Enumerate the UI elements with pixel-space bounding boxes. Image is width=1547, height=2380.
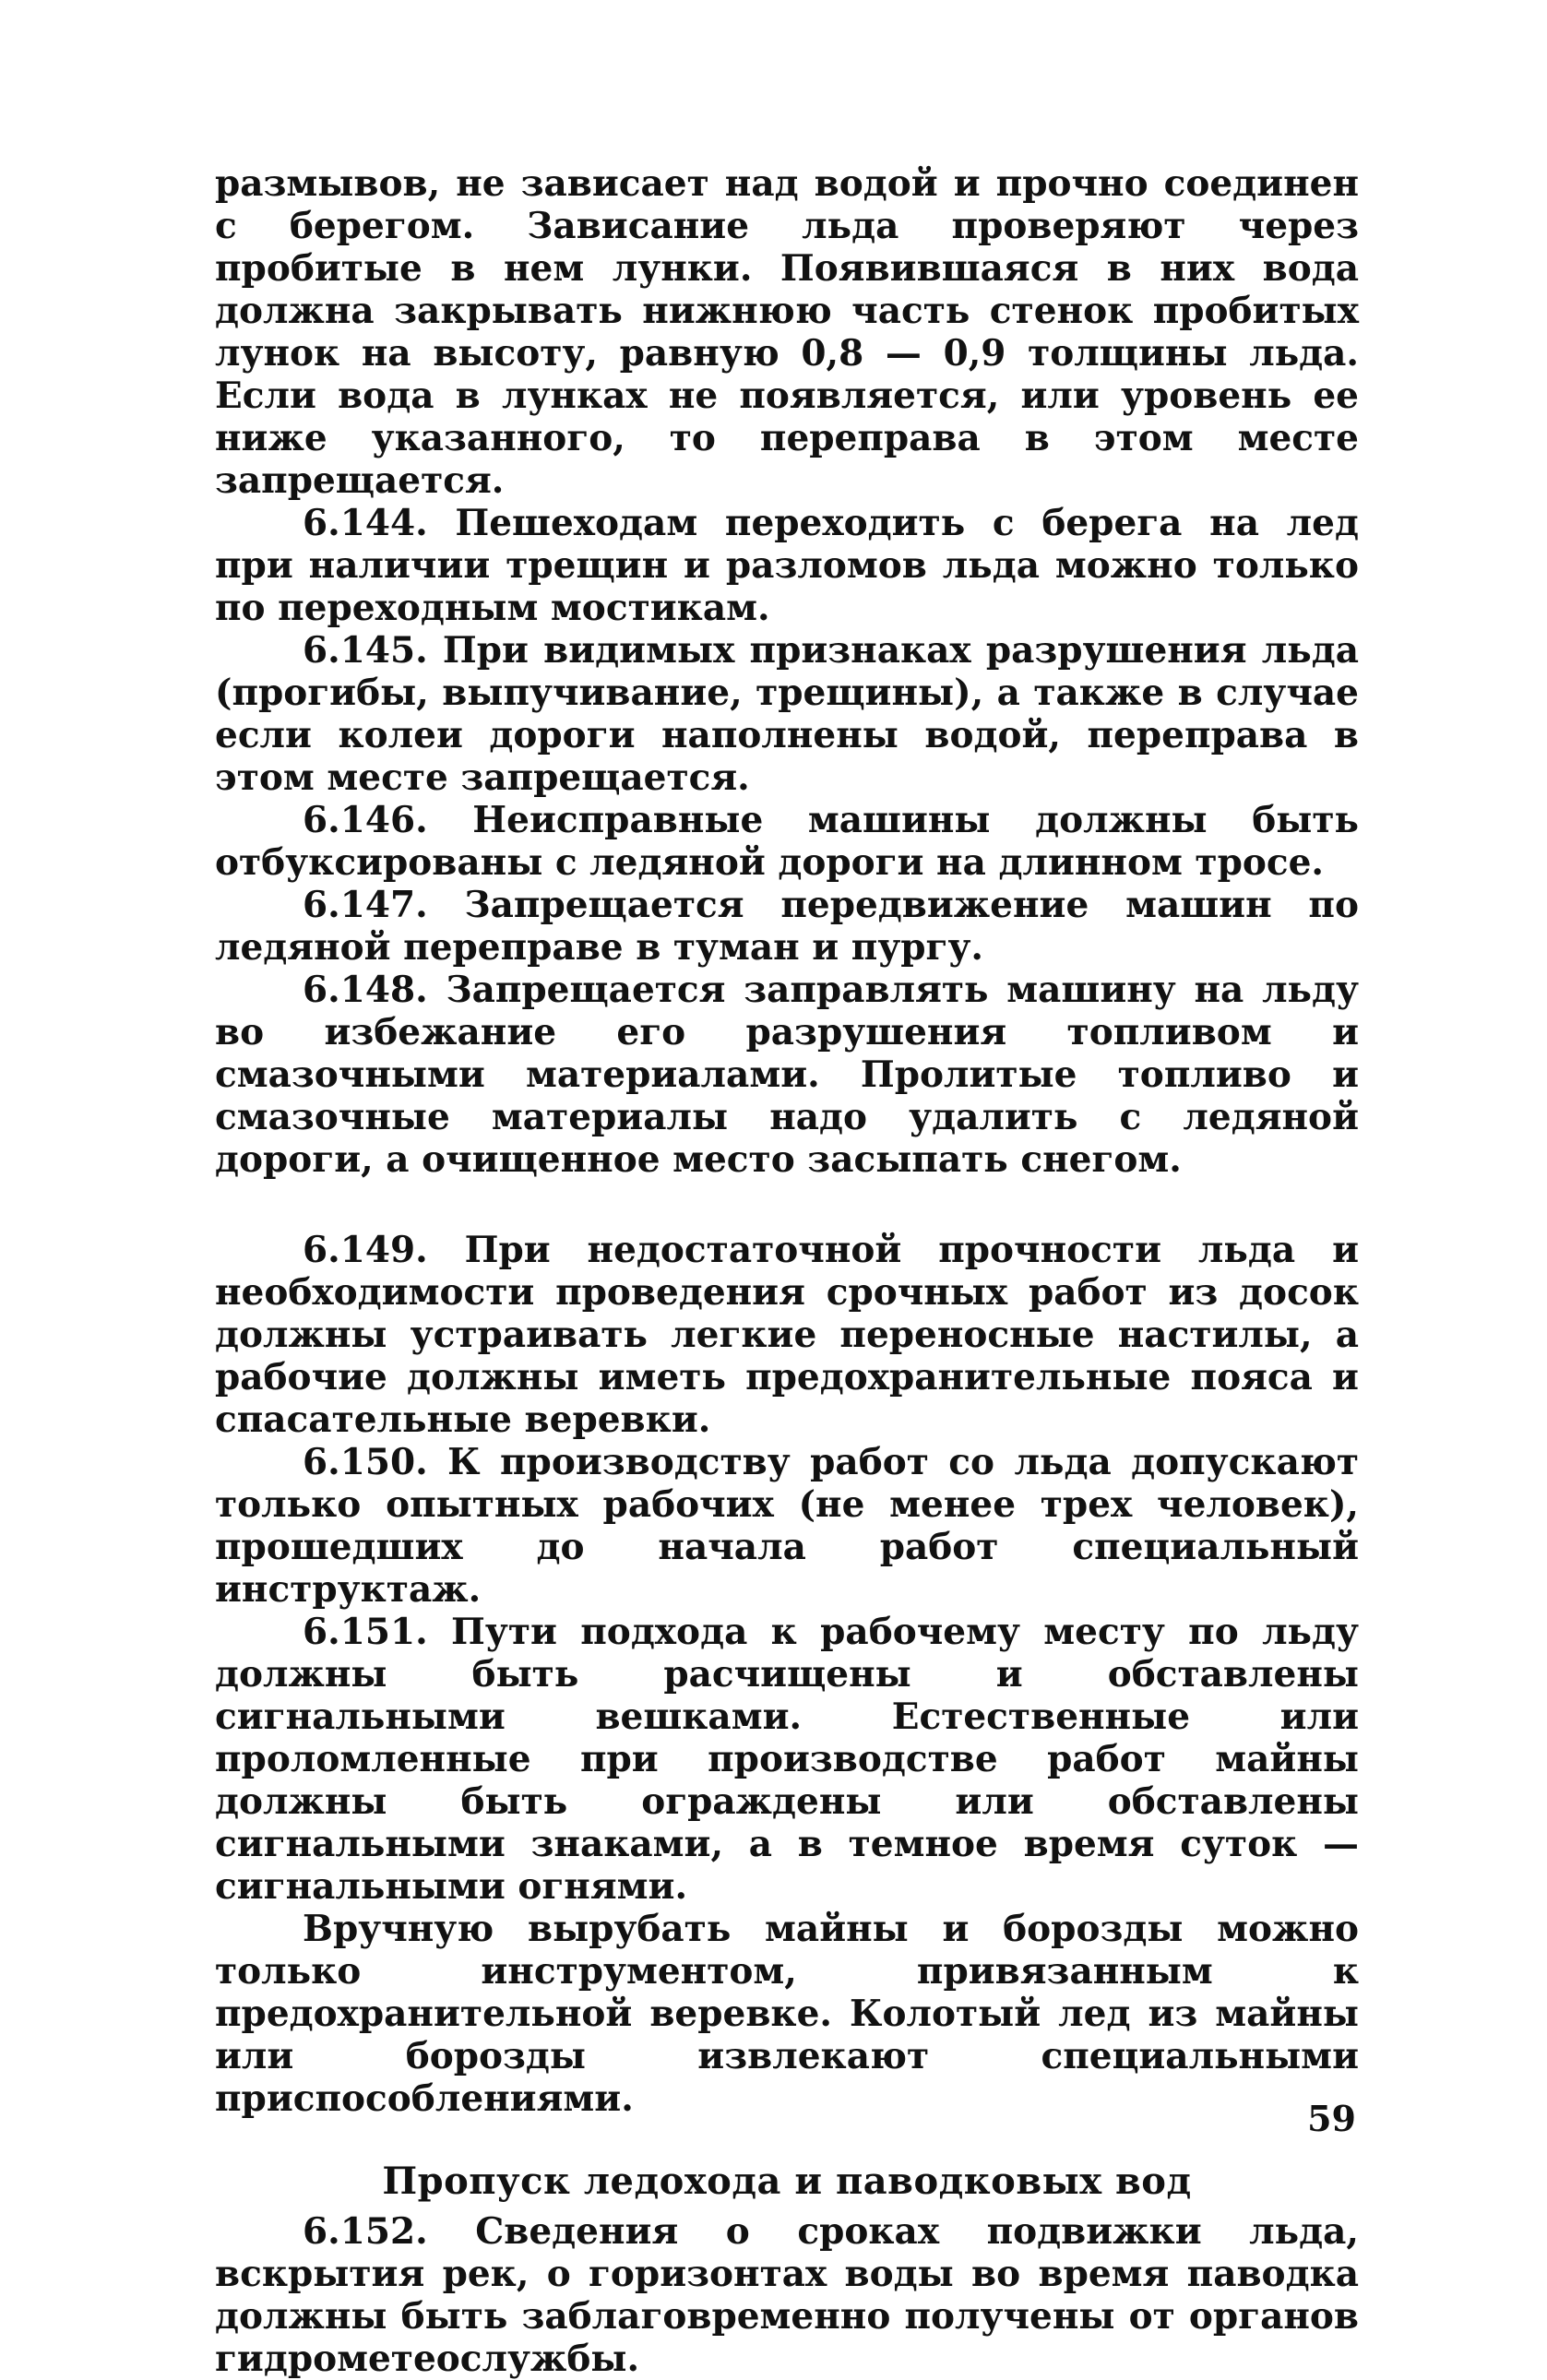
paragraph-6-146: 6.146. Неисправные машины должны быть отбуксированы с ледяной дороги на длинном тросе. bbox=[215, 799, 1359, 884]
paragraph-manual-cutting: Вручную вырубать майны и борозды можно только инструментом, привязанным к предохранительной веревке. Колотый лед из майны или борозды извлекают специальными приспособлениями. bbox=[215, 1908, 1359, 2120]
paragraph-6-152: 6.152. Сведения о сроках подвижки льда, вскрытия рек, о горизонтах воды во время паводка должны быть заблаговременно получены от органов гидрометеослужбы. bbox=[215, 2210, 1359, 2380]
paragraph-6-149: 6.149. При недостаточной прочности льда и необходимости проведения срочных работ из досок должны устраивать легкие переносные настилы, а рабочие должны иметь предохранительные пояса и спасательные веревки. bbox=[215, 1229, 1359, 1441]
paragraph-6-151: 6.151. Пути подхода к рабочему месту по льду должны быть расчищены и обставлены сигнальными вешками. Естественные или проломленные при производстве работ майны должны быть ограждены или обставлены сигнальными знаками, а в темное время суток — сигнальными огнями. bbox=[215, 1611, 1359, 1908]
paragraph-6-145: 6.145. При видимых признаках разрушения льда (прогибы, выпучивание, трещины), а также в случае если колеи дороги наполнены водой, переправа в этом месте запрещается. bbox=[215, 629, 1359, 799]
page-number: 59 bbox=[1307, 2098, 1356, 2139]
section-heading: Пропуск ледохода и паводковых вод bbox=[382, 2160, 1192, 2203]
paragraph-6-147: 6.147. Запрещается передвижение машин по ледяной переправе в туман и пургу. bbox=[215, 884, 1359, 969]
paragraph-6-150: 6.150. К производству работ со льда допускают только опытных рабочих (не менее трех человек), прошедших до начала работ специальный инструктаж. bbox=[215, 1441, 1359, 1611]
paragraph-continuation: размывов, не зависает над водой и прочно соединен с берегом. Зависание льда проверяют через пробитые в нем лунки. Появившаяся в них вода должна закрывать нижнюю часть стенок пробитых лунок на высоту, равную 0,8 — 0,9 толщины льда. Если вода в лунках не появляется, или уровень ее ниже указанного, то переправа в этом месте запрещается. bbox=[215, 162, 1359, 502]
paragraph-6-144: 6.144. Пешеходам переходить с берега на лед при наличии трещин и разломов льда можно только по переходным мостикам. bbox=[215, 502, 1359, 629]
body-text bbox=[215, 162, 1359, 2380]
paragraph-6-148: 6.148. Запрещается заправлять машину на льду во избежание его разрушения топливом и смазочными материалами. Пролитые топливо и смазочные материалы надо удалить с ледяной дороги, а очищенное место засыпать снегом. bbox=[215, 969, 1359, 1181]
